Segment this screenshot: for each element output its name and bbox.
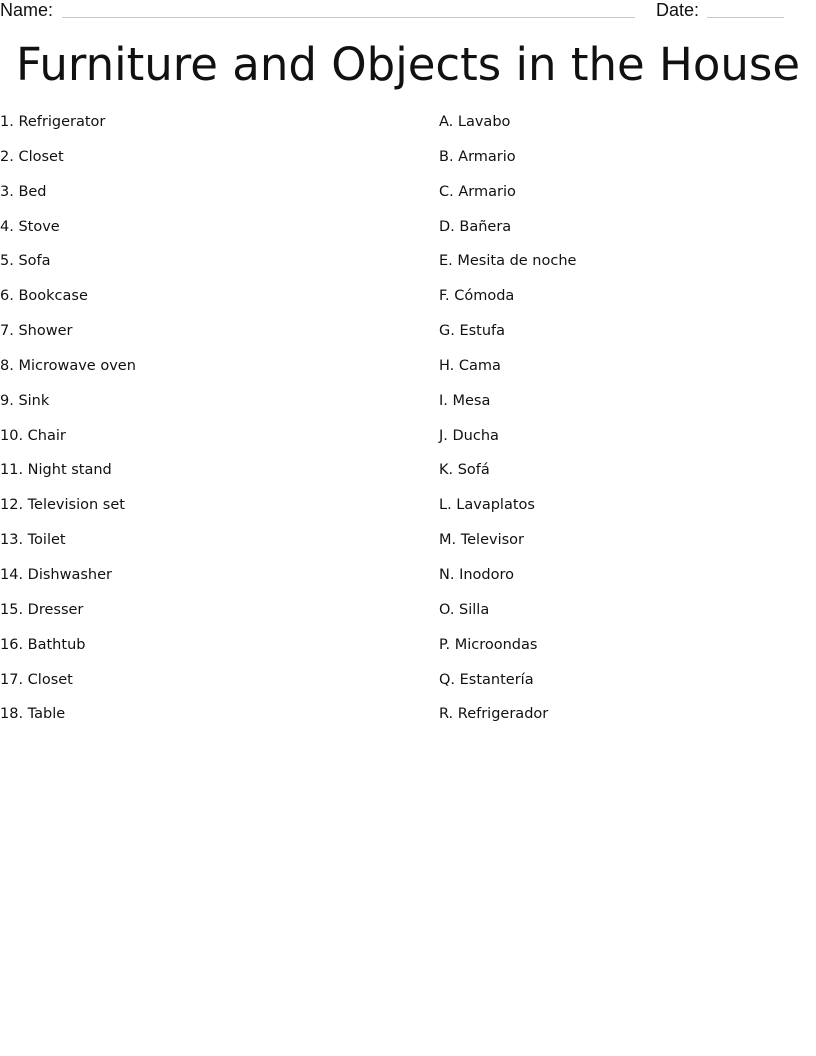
english-term: 9. Sink: [0, 392, 50, 409]
english-term: 13. Toilet: [0, 532, 66, 549]
spanish-term: B. Armario: [439, 148, 516, 165]
spanish-term: R. Refrigerador: [439, 706, 549, 723]
spanish-term: I. Mesa: [439, 392, 491, 409]
spanish-term: F. Cómoda: [439, 288, 515, 305]
english-term: 7. Shower: [0, 323, 73, 340]
spanish-term: D. Bañera: [439, 218, 512, 235]
spanish-term: C. Armario: [439, 183, 516, 200]
spanish-term: P. Microondas: [439, 636, 538, 653]
spanish-term: A. Lavabo: [439, 114, 511, 130]
spanish-term: G. Estufa: [439, 323, 506, 340]
spanish-term: K. Sofá: [439, 462, 490, 479]
english-term: 1. Refrigerator: [0, 114, 106, 130]
spanish-term: O. Silla: [439, 601, 490, 618]
english-term: 5. Sofa: [0, 253, 51, 270]
spanish-term: L. Lavaplatos: [439, 497, 535, 514]
spanish-term: H. Cama: [439, 357, 501, 374]
date-label: Date:: [656, 0, 700, 20]
english-term: 14. Dishwasher: [0, 566, 112, 583]
english-term: 6. Bookcase: [0, 288, 88, 305]
date-input-line: [707, 17, 784, 18]
english-term: 10. Chair: [0, 427, 66, 444]
page-title: Furniture and Objects in the House: [15, 38, 801, 91]
worksheet-header: [0, 0, 816, 24]
english-term: 11. Night stand: [0, 462, 112, 479]
spanish-term: Q. Estantería: [439, 671, 534, 688]
english-term: 4. Stove: [0, 218, 60, 235]
english-term: 8. Microwave oven: [0, 357, 136, 374]
english-terms-list: [0, 112, 136, 739]
spanish-terms-list: [439, 112, 576, 739]
english-term: 18. Table: [0, 706, 66, 723]
spanish-term: N. Inodoro: [439, 566, 514, 583]
english-term: 3. Bed: [0, 183, 47, 200]
spanish-term: M. Televisor: [439, 532, 524, 549]
english-term: 12. Television set: [0, 497, 125, 514]
spanish-term: J. Ducha: [439, 427, 499, 444]
english-term: 16. Bathtub: [0, 636, 86, 653]
spanish-term: E. Mesita de noche: [439, 253, 577, 270]
english-term: 2. Closet: [0, 148, 64, 165]
english-term: 15. Dresser: [0, 601, 84, 618]
name-label: Name:: [0, 0, 54, 20]
name-input-line: [62, 17, 635, 18]
english-term: 17. Closet: [0, 671, 73, 688]
